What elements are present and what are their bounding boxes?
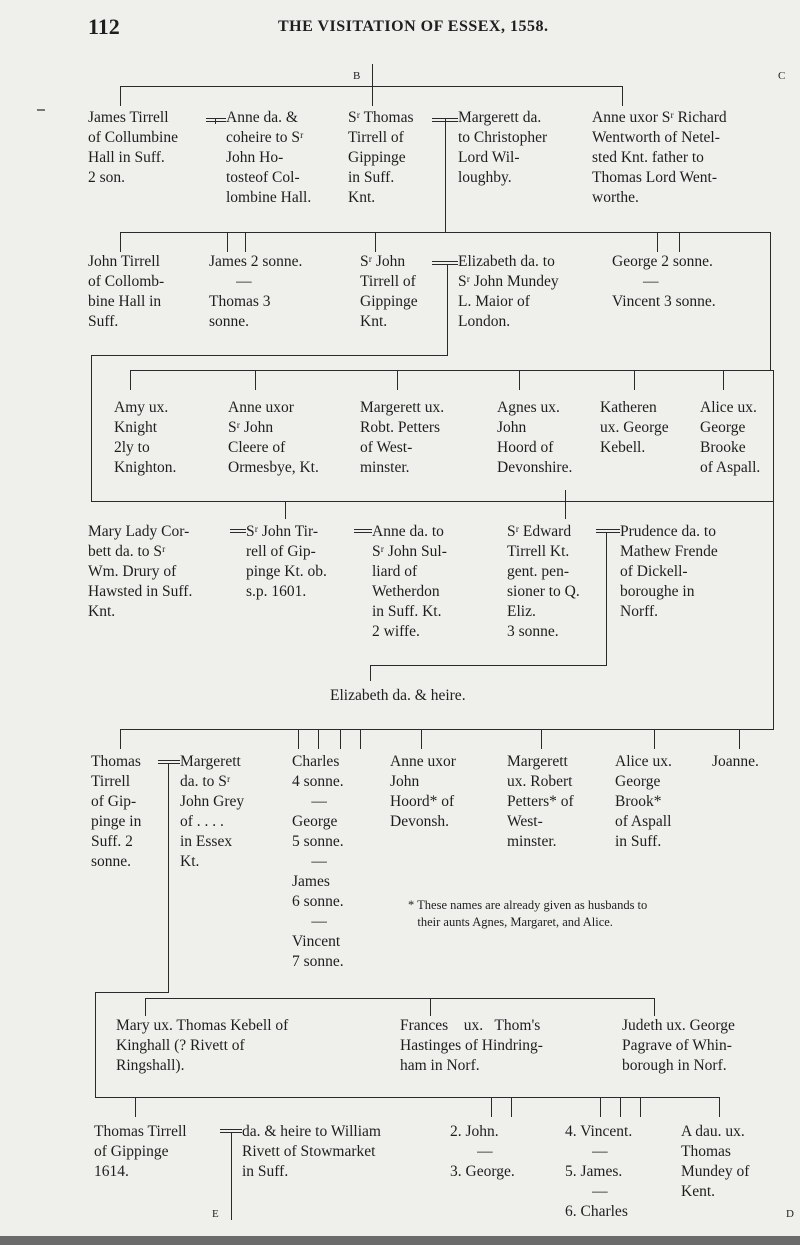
line (95, 992, 169, 993)
line (432, 264, 458, 265)
marker-d: D (786, 1208, 794, 1220)
line (565, 490, 566, 519)
marker-b: B (353, 70, 361, 82)
line (206, 118, 226, 119)
daughter-agnes-hoord: Agnes ux. John Hoord of Devonshire. (497, 399, 573, 476)
line (600, 1097, 601, 1117)
george-vincent-sonnes: George 2 sonne. — Vincent 3 sonne. (612, 253, 716, 310)
line (620, 1097, 621, 1117)
line (719, 1097, 720, 1117)
line (220, 1129, 242, 1130)
line (491, 1097, 492, 1117)
prudence-frende: Prudence da. to Mathew Frende of Dickell- boroughe in Norff. (620, 523, 718, 620)
line (215, 118, 216, 124)
line (596, 529, 620, 530)
sir-edward-tirrell: Sʳ Edward Tirrell Kt. gent. pen- sioner to Q. Eliz. 3 sonne. (507, 523, 580, 640)
line (318, 729, 319, 749)
line (120, 729, 121, 749)
sons-vincent-james-charles: 4. Vincent. — 5. James. — 6. Charles (565, 1123, 633, 1220)
line (519, 370, 520, 390)
line (340, 729, 341, 749)
line (91, 355, 448, 356)
line (145, 998, 655, 999)
line (120, 86, 121, 106)
line (354, 529, 372, 530)
line (231, 1132, 232, 1220)
daughter-amy: Amy ux. Knight 2ly to Knighton. (114, 399, 177, 476)
footnote: * These names are already given as husbands to their aunts Agnes, Margaret, and Alice. (408, 898, 648, 929)
line (120, 232, 770, 233)
line (354, 532, 372, 533)
line (372, 86, 373, 106)
line (541, 729, 542, 749)
sir-john-tirrell: Sʳ John Tirrell of Gippinge Knt. (360, 253, 418, 330)
line (230, 529, 246, 530)
daughter-alice-brooke: Alice ux. George Brooke of Aspall. (700, 399, 761, 476)
mary-lady-corbett: Mary Lady Cor- bett da. to Sʳ Wm. Drury of Hawsted in Suff. Knt. (88, 523, 193, 620)
line (91, 501, 773, 502)
line (255, 370, 256, 390)
line (679, 232, 680, 252)
line (773, 370, 774, 501)
line (360, 729, 361, 749)
line (168, 763, 169, 992)
line (372, 64, 373, 86)
line (622, 86, 623, 106)
line (158, 760, 180, 761)
line (130, 370, 131, 390)
line (120, 232, 121, 252)
line (298, 729, 299, 749)
line (397, 370, 398, 390)
marker-e: E (212, 1208, 219, 1220)
younger-sons: Charles 4 sonne. — George 5 sonne. — James 6 sonne. — Vincent 7 sonne. (292, 753, 344, 970)
margerett-grey: Margerett da. to Sʳ John Grey of . . . . in Essex Kt. (180, 753, 245, 870)
line (135, 1097, 136, 1117)
line (120, 729, 774, 730)
ink-speck (37, 109, 45, 111)
line (654, 729, 655, 749)
sons-john-george: 2. John. — 3. George. (450, 1123, 515, 1180)
line (596, 532, 620, 533)
line (227, 232, 228, 252)
line (370, 665, 607, 666)
line (773, 501, 774, 729)
alice-brook: Alice ux. George Brook* of Aspall in Suff. (615, 753, 672, 850)
line (95, 992, 96, 1097)
elizabeth-mundey: Elizabeth da. to Sʳ John Mundey L. Maior of London. (458, 253, 559, 330)
line (606, 532, 607, 665)
line (445, 124, 446, 232)
mary-kebell: Mary ux. Thomas Kebell of Kinghall (? Rivett of Ringshall). (116, 1017, 289, 1074)
line (370, 665, 371, 681)
daughter-mundey: A dau. ux. Thomas Mundey of Kent. (681, 1123, 750, 1200)
rivett-heiress: da. & heire to William Rivett of Stowmarket in Suff. (242, 1123, 381, 1180)
john-tirrell-collombine: John Tirrell of Collomb- bine Hall in Suff. (88, 253, 165, 330)
anne-wentworth: Anne uxor Sʳ Richard Wentworth of Netel- sted Knt. father to Thomas Lord Went- worthe. (592, 109, 727, 206)
line (158, 763, 180, 764)
line (432, 261, 458, 262)
anne-sulliard: Anne da. to Sʳ John Sul- liard of Wetherdon in Suff. Kt. 2 wiffe. (372, 523, 447, 640)
margerett-petters: Margerett ux. Robert Petters* of West- minster. (507, 753, 574, 850)
line (634, 370, 635, 390)
margerett-willoughby: Margerett da. to Christopher Lord Wil- loughby. (458, 109, 548, 186)
thomas-tirrell-1614: Thomas Tirrell of Gippinge 1614. (94, 1123, 187, 1180)
james-thomas-sonnes: James 2 sonne. — Thomas 3 sonne. (209, 253, 303, 330)
line (91, 355, 92, 501)
line (739, 729, 740, 749)
line (206, 121, 226, 122)
line (511, 1097, 512, 1117)
line (657, 232, 658, 252)
line (130, 370, 773, 371)
thomas-tirrell-gen4: Thomas Tirrell of Gip- pinge in Suff. 2 sonne. (91, 753, 142, 870)
joanne: Joanne. (712, 753, 759, 770)
line (430, 998, 431, 1016)
anne-hoord: Anne uxor John Hoord* of Devonsh. (390, 753, 456, 830)
line (421, 729, 422, 749)
line (654, 998, 655, 1016)
elizabeth-heire: Elizabeth da. & heire. (330, 687, 466, 704)
daughter-anne-cleere: Anne uxor Sʳ John Cleere of Ormesbye, Kt. (228, 399, 319, 476)
line (95, 1097, 719, 1098)
line (145, 998, 146, 1016)
running-title: THE VISITATION OF ESSEX, 1558. (278, 18, 549, 35)
line (375, 232, 376, 252)
anne-hotoste: Anne da. & coheire to Sʳ John Ho- tosteof Col- lombine Hall. (226, 109, 312, 206)
sir-john-tirrell-1601: Sʳ John Tir- rell of Gip- pinge Kt. ob. s.p. 1601. (246, 523, 327, 600)
marker-c: C (778, 70, 786, 82)
line (285, 501, 286, 519)
line (723, 370, 724, 390)
frances-hastinges: Frances ux. Thom's Hastinges of Hindring- ham in Norf. (400, 1017, 543, 1074)
line (640, 1097, 641, 1117)
judeth-pagrave: Judeth ux. George Pagrave of Whin- borough in Norf. (622, 1017, 735, 1074)
line (230, 532, 246, 533)
daughter-katheren-kebell: Katheren ux. George Kebell. (600, 399, 669, 456)
scan-edge (0, 1236, 800, 1245)
line (245, 232, 246, 252)
line (447, 264, 448, 355)
line (770, 232, 771, 370)
page-number: 112 (88, 14, 120, 39)
daughter-margerett-petters: Margerett ux. Robt. Petters of West- minster. (360, 399, 445, 476)
sir-thomas-tirrell: Sʳ Thomas Tirrell of Gippinge in Suff. Knt. (348, 109, 414, 206)
james-tirrell: James Tirrell of Collumbine Hall in Suff. 2 son. (88, 109, 178, 186)
